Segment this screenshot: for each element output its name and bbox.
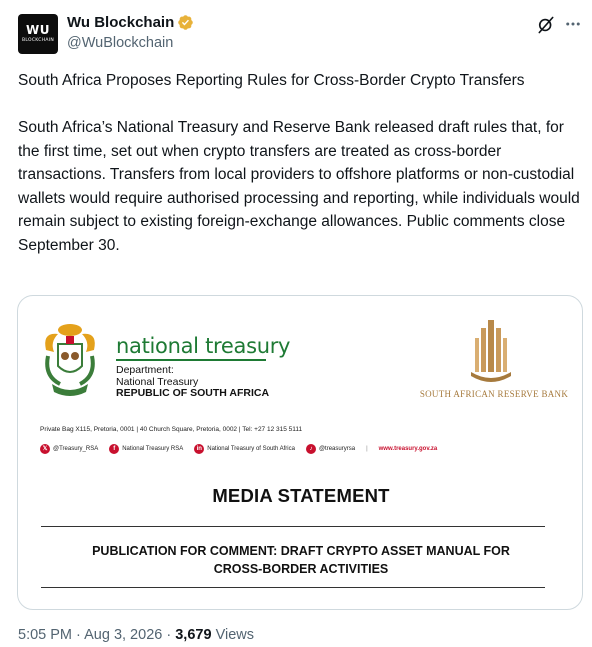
department-block [116, 365, 269, 400]
tweet-headline: South Africa Proposes Reporting Rules for Cross-Border Crypto Transfers [18, 72, 525, 89]
social-linkedin [194, 444, 295, 454]
social-label: National Treasury RSA [122, 446, 184, 452]
verified-badge-icon[interactable] [177, 14, 194, 31]
dept-line-1: Department: [116, 364, 174, 376]
address-line: Private Bag X115, Pretoria, 0001 | 40 Church Square, Pretoria, 0002 | Tel: +27 12 315 5111 [40, 426, 303, 433]
treasury-underline [116, 359, 266, 361]
tiktok-icon: ♪ [306, 444, 316, 454]
avatar-subtext: BLOCKCHAIN [21, 38, 55, 43]
statement-subtitle-line-1: PUBLICATION FOR COMMENT: DRAFT CRYPTO ASSET MANUAL FOR [92, 544, 510, 558]
tweet-meta [18, 627, 254, 643]
facebook-icon: f [109, 444, 119, 454]
website-link: www.treasury.gov.za [378, 446, 438, 452]
reserve-bank-logo-icon [466, 318, 516, 384]
meta-separator: · [166, 627, 172, 643]
x-logo-icon: 𝕏 [40, 444, 50, 454]
reserve-bank-name: SOUTH AFRICAN RESERVE BANK [419, 389, 569, 399]
statement-title: MEDIA STATEMENT [212, 485, 390, 506]
handle[interactable]: @WuBlockchain [67, 35, 174, 51]
statement-subtitle [18, 542, 583, 578]
dept-line-2: National Treasury [116, 375, 199, 388]
social-x [40, 444, 98, 454]
social-label: @treasuryrsa [318, 446, 356, 452]
tweet-text [18, 69, 583, 257]
social-label: @Treasury_RSA [53, 446, 99, 452]
tweet-time[interactable]: 5:05 PM [18, 627, 72, 643]
more-options-icon[interactable] [564, 14, 582, 34]
grok-icon[interactable] [536, 15, 556, 35]
tweet-header [18, 12, 578, 56]
separator: | [366, 446, 368, 452]
social-links [40, 444, 437, 454]
tweet-body: South Africa’s National Treasury and Reserve Bank released draft rules that, for the first time, set out when crypto transfers are treated as cross-border transactions. Transfers from local providers to offshore platforms or non-custodial wallets would require authorised processing and reporting, while individuals would remain subject to existing foreign-exchange allowances. Public comments close September 30. [18, 119, 580, 254]
views-label: Views [215, 627, 254, 643]
name-row [67, 14, 194, 31]
social-facebook [109, 444, 183, 454]
divider [41, 526, 545, 527]
linkedin-icon: in [194, 444, 204, 454]
divider [41, 587, 545, 588]
meta-separator: · [76, 627, 81, 643]
display-name[interactable]: Wu Blockchain [67, 14, 175, 31]
media-image[interactable] [17, 295, 583, 610]
avatar-text: WU [26, 23, 50, 37]
avatar[interactable] [18, 14, 58, 54]
treasury-name: national treasury [116, 334, 291, 358]
tweet-date[interactable]: Aug 3, 2026 [84, 627, 163, 643]
statement-subtitle-line-2: CROSS-BORDER ACTIVITIES [213, 562, 389, 576]
dept-line-3: REPUBLIC OF SOUTH AFRICA [116, 387, 270, 399]
social-tiktok [306, 444, 355, 454]
coat-of-arms-icon [40, 322, 100, 400]
social-label: National Treasury of South Africa [207, 446, 295, 452]
views-count: 3,679 [175, 627, 212, 643]
